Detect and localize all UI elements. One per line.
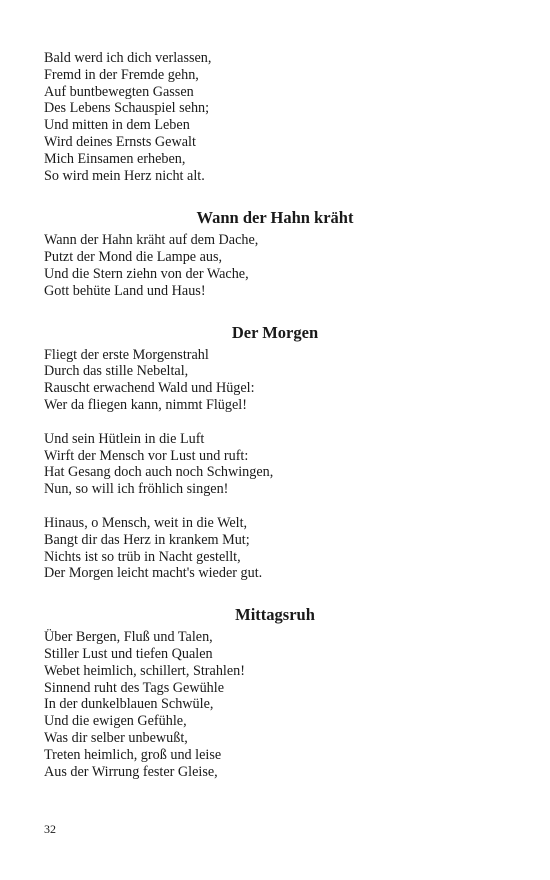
verse-line: Auf buntbewegten Gassen bbox=[44, 83, 194, 100]
poem-title: Mittagsruh bbox=[235, 605, 315, 625]
verse-line: Sinnend ruht des Tags Gewühle bbox=[44, 679, 225, 696]
verse-line: Gott behüte Land und Haus! bbox=[44, 282, 206, 299]
stanza bbox=[44, 515, 514, 582]
verse-line: Und die Stern ziehn von der Wache, bbox=[44, 265, 249, 282]
stanza bbox=[44, 347, 514, 414]
verse-line: Hat Gesang doch auch noch Schwingen, bbox=[44, 464, 274, 481]
verse-line: Wann der Hahn kräht auf dem Dache, bbox=[44, 232, 259, 249]
verse-line: Was dir selber unbewußt, bbox=[44, 729, 188, 746]
verse-line: Über Bergen, Fluß und Talen, bbox=[44, 629, 213, 646]
stanza bbox=[44, 431, 514, 498]
verse-line: Fliegt der erste Morgenstrahl bbox=[44, 346, 209, 363]
verse-line: Stiller Lust und tiefen Qualen bbox=[44, 645, 213, 662]
verse-line: Treten heimlich, groß und leise bbox=[44, 746, 222, 763]
verse-line: Fremd in der Fremde gehn, bbox=[44, 66, 199, 83]
poem-title: Der Morgen bbox=[231, 322, 319, 342]
verse-line: Durch das stille Nebeltal, bbox=[44, 363, 189, 380]
verse-line: Wird deines Ernsts Gewalt bbox=[44, 133, 196, 150]
verse-line: In der dunkelblauen Schwüle, bbox=[44, 696, 214, 713]
verse-line: Putzt der Mond die Lampe aus, bbox=[44, 249, 223, 266]
verse-line: Und sein Hütlein in die Luft bbox=[44, 430, 205, 447]
page-number: 32 bbox=[44, 822, 56, 836]
verse-line: Rauscht erwachend Wald und Hügel: bbox=[44, 380, 255, 397]
verse-line: So wird mein Herz nicht alt. bbox=[44, 167, 205, 184]
stanza bbox=[44, 50, 514, 184]
poem-title: Wann der Hahn kräht bbox=[196, 208, 354, 228]
verse-line: Nichts ist so trüb in Nacht gestellt, bbox=[44, 548, 241, 565]
stanza bbox=[44, 232, 514, 299]
page-content bbox=[44, 50, 514, 780]
verse-line: Hinaus, o Mensch, weit in die Welt, bbox=[44, 514, 248, 531]
verse-line: Aus der Wirrung fester Gleise, bbox=[44, 763, 218, 780]
verse-line: Der Morgen leicht macht's wieder gut. bbox=[44, 565, 263, 582]
verse-line: Des Lebens Schauspiel sehn; bbox=[44, 100, 210, 117]
verse-line: Wirft der Mensch vor Lust und ruft: bbox=[44, 447, 249, 464]
verse-line: Bangt dir das Herz in krankem Mut; bbox=[44, 531, 250, 548]
verse-line: Bald werd ich dich verlassen, bbox=[44, 50, 212, 66]
verse-line: Nun, so will ich fröhlich singen! bbox=[44, 481, 229, 498]
stanza bbox=[44, 629, 514, 780]
verse-line: Mich Einsamen erheben, bbox=[44, 150, 186, 167]
verse-line: Wer da fliegen kann, nimmt Flügel! bbox=[44, 396, 247, 413]
verse-line: Und mitten in dem Leben bbox=[44, 117, 190, 134]
verse-line: Webet heimlich, schillert, Strahlen! bbox=[44, 662, 245, 679]
poem-continuation bbox=[44, 50, 514, 184]
verse-line: Und die ewigen Gefühle, bbox=[44, 713, 187, 730]
